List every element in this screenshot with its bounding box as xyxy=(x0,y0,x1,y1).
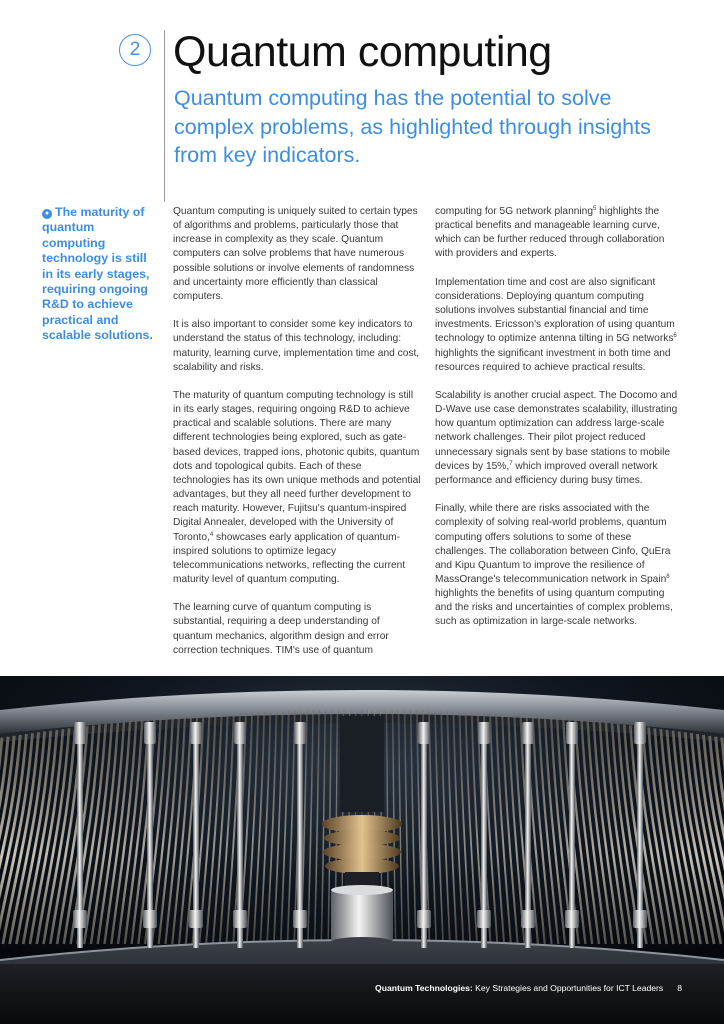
rod-connector xyxy=(418,722,430,744)
rod-connector xyxy=(566,722,578,744)
paragraph: Implementation time and cost are also significant considerations. Deploying quantum computing solutions involves substantial financial and time investments. Ericsson's exploration of using quantum technology to optimize antenna tilting in 5G networks$^6$ highlights the significant investment in both time and resources required to achieve practical results. xyxy=(435,276,677,373)
footnote-ref: 6 xyxy=(673,333,677,340)
rod-connector xyxy=(294,722,306,744)
coil-ring xyxy=(323,844,401,861)
page-subtitle: Quantum computing has the potential to solve complex problems, as highlighted through insights from key indicators. xyxy=(174,86,651,167)
paragraph: Finally, while there are risks associated with the complexity of solving real-world problems, quantum computing offers solutions to some of these challenges. The collaboration between Cinfo, QuEra and Kipu Quantum to improve the resilience of MassOrange's telecommunication network in Spain$^8$ highlights the benefits of using quantum computing and the risks and uncertainties of complex problems, such as optimization in large-scale networks. xyxy=(435,503,673,628)
rod-connector xyxy=(234,722,246,744)
quantum-computer-illustration xyxy=(0,676,724,1024)
callout-text: The maturity of quantum computing technology is still in its early stages, requiring ongoing R&D to achieve practical and scalable solutions. xyxy=(42,205,153,343)
rod-nut xyxy=(521,910,535,928)
footer-shade xyxy=(0,964,724,1024)
rod-nut xyxy=(233,910,247,928)
quantum-computer-photo xyxy=(0,676,724,1024)
chapter-number-badge: 2 xyxy=(119,34,151,66)
rod-connector xyxy=(522,722,534,744)
rod-connector xyxy=(144,722,156,744)
center-mount xyxy=(340,716,384,812)
footer-title-bold: Quantum Technologies: xyxy=(375,983,473,993)
rod-connector xyxy=(634,722,646,744)
footnote-ref: 7 xyxy=(509,460,513,467)
paragraph: The learning curve of quantum computing is substantial, requiring a deep understanding of quantum mechanics, algorithm design and error correction techniques. TIM's use of quantum xyxy=(173,602,389,656)
rod-nut xyxy=(189,910,203,928)
paragraph: The maturity of quantum computing technology is still in its early stages, requiring ongoing R&D to achieve practical and scalable solutions. There are many different technologies being explored, such as gate-based devices, trapped ions, photonic qubits, quantum dots and topological qubits. Each of these technologies has its own unique methods and potential advantages, but they all need further development to reach maturity. However, Fujitsu's quantum-inspired Digital Annealer, developed with the University of Toronto,$^4$ showcases early application of quantum-inspired solutions to optimize legacy telecommunications networks, reflecting the current maturity level of quantum computing. xyxy=(173,390,421,586)
paragraph: computing for 5G network planning$^5$ highlights the practical benefits and manageable learning curve, which can be further reduced through collaboration with providers and experts. xyxy=(435,206,665,260)
center-cylinder-base xyxy=(331,937,393,947)
rod-nut xyxy=(143,910,157,928)
page-number: 8 xyxy=(677,983,682,993)
rod-connector xyxy=(478,722,490,744)
rod-connector xyxy=(74,722,86,744)
rod-nut xyxy=(73,910,87,928)
body-column-2 xyxy=(435,205,683,644)
lightbulb-icon: ● xyxy=(42,209,52,219)
rod-nut xyxy=(477,910,491,928)
rod-nut xyxy=(565,910,579,928)
header-divider xyxy=(164,30,165,202)
footnote-ref: 8 xyxy=(666,574,670,581)
page-footer xyxy=(375,983,682,993)
coil-ring xyxy=(325,858,399,874)
footnote-ref: 4 xyxy=(209,531,214,538)
paragraph: Quantum computing is uniquely suited to certain types of algorithms and problems, particularly those that increase in complexity as they scale. Quantum computers can solve problems that have numerous possible solutions or involve elements of randomness and uncertainty more efficiently than classical computers. xyxy=(173,206,418,302)
paragraph: It is also important to consider some key indicators to understand the status of this technology, including: maturity, learning curve, implementation time and cost, scalability and risks. xyxy=(173,319,420,373)
key-insight-callout xyxy=(42,205,154,344)
center-cylinder-top xyxy=(331,885,393,895)
page-title: Quantum computing xyxy=(173,28,552,76)
rod-nut xyxy=(417,910,431,928)
center-cylinder xyxy=(331,890,393,942)
rod-nut xyxy=(633,910,647,928)
footnote-ref: 5 xyxy=(593,206,597,212)
rod-connector xyxy=(190,722,202,744)
paragraph: Scalability is another crucial aspect. The Docomo and D-Wave use case demonstrates scalability, illustrating how quantum optimization can address large-scale network challenges. Their pilot project reduced unnecessary signals sent by base stations to mobile devices by 15%,$^7$ which improved overall network performance and efficiency during busy times. xyxy=(435,390,678,486)
footer-title: Key Strategies and Opportunities for ICT Leaders xyxy=(472,983,664,993)
rod-nut xyxy=(293,910,307,928)
body-column-1 xyxy=(173,205,421,672)
